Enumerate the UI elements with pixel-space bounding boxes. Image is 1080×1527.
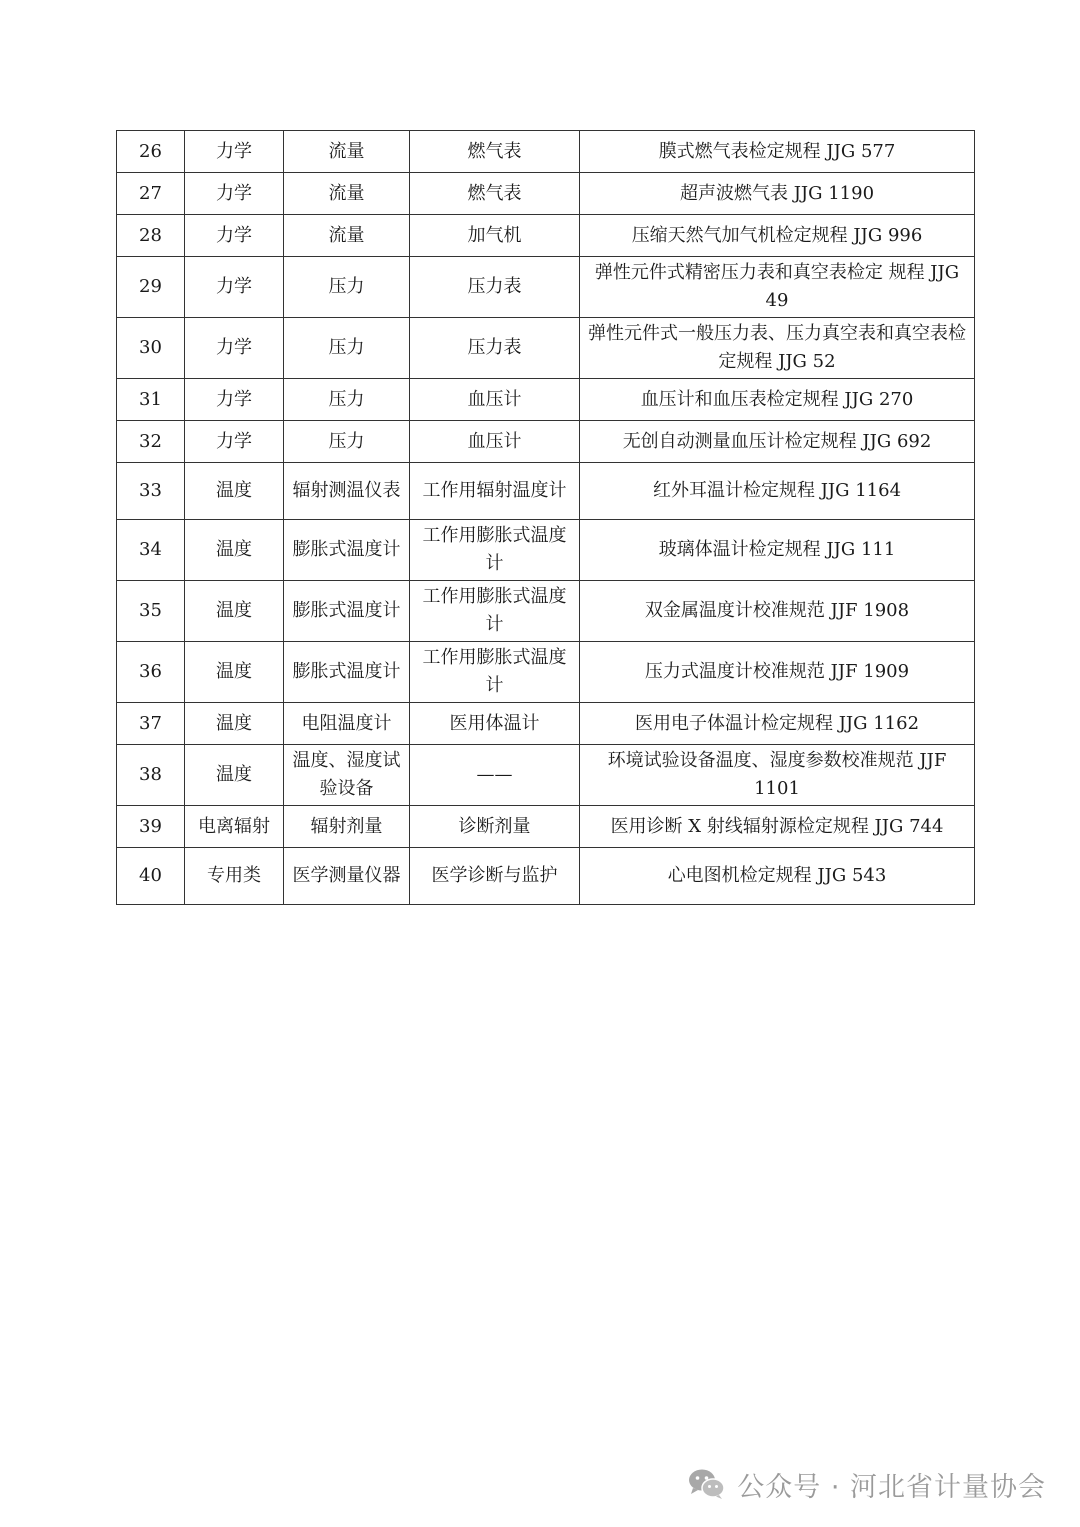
category-cell: 温度	[185, 520, 284, 581]
subcategory-cell: 医学测量仪器	[284, 848, 410, 905]
table-row	[117, 318, 975, 379]
item-cell: 工作用辐射温度计	[410, 463, 580, 520]
standard-cell: 医用电子体温计检定规程 JJG 1162	[580, 703, 975, 745]
row-number: 35	[117, 581, 185, 642]
standard-cell: 红外耳温计检定规程 JJG 1164	[580, 463, 975, 520]
table-row	[117, 463, 975, 520]
category-cell: 力学	[185, 257, 284, 318]
row-number: 37	[117, 703, 185, 745]
item-cell: ——	[410, 745, 580, 806]
standard-cell: 弹性元件式一般压力表、压力真空表和真空表检定规程 JJG 52	[580, 318, 975, 379]
category-cell: 力学	[185, 318, 284, 379]
row-number: 32	[117, 421, 185, 463]
row-number: 33	[117, 463, 185, 520]
table-row	[117, 848, 975, 905]
item-cell: 压力表	[410, 318, 580, 379]
item-cell: 血压计	[410, 421, 580, 463]
subcategory-cell: 压力	[284, 421, 410, 463]
category-cell: 力学	[185, 421, 284, 463]
standard-cell: 无创自动测量血压计检定规程 JJG 692	[580, 421, 975, 463]
table-row	[117, 379, 975, 421]
standard-cell: 医用诊断 X 射线辐射源检定规程 JJG 744	[580, 806, 975, 848]
subcategory-cell: 辐射剂量	[284, 806, 410, 848]
standard-cell: 心电图机检定规程 JJG 543	[580, 848, 975, 905]
row-number: 28	[117, 215, 185, 257]
item-cell: 加气机	[410, 215, 580, 257]
category-cell: 力学	[185, 173, 284, 215]
category-cell: 温度	[185, 463, 284, 520]
category-cell: 电离辐射	[185, 806, 284, 848]
standard-cell: 血压计和血压表检定规程 JJG 270	[580, 379, 975, 421]
table-row	[117, 581, 975, 642]
subcategory-cell: 膨胀式温度计	[284, 520, 410, 581]
table-row	[117, 421, 975, 463]
row-number: 34	[117, 520, 185, 581]
table-row	[117, 131, 975, 173]
row-number: 31	[117, 379, 185, 421]
row-number: 39	[117, 806, 185, 848]
item-cell: 工作用膨胀式温度计	[410, 520, 580, 581]
table-row	[117, 215, 975, 257]
item-cell: 燃气表	[410, 173, 580, 215]
table-row	[117, 745, 975, 806]
category-cell: 温度	[185, 581, 284, 642]
category-cell: 专用类	[185, 848, 284, 905]
watermark	[687, 1460, 1046, 1508]
subcategory-cell: 压力	[284, 379, 410, 421]
item-cell: 压力表	[410, 257, 580, 318]
item-cell: 医学诊断与监护	[410, 848, 580, 905]
row-number: 26	[117, 131, 185, 173]
subcategory-cell: 膨胀式温度计	[284, 642, 410, 703]
row-number: 40	[117, 848, 185, 905]
table-row	[117, 703, 975, 745]
table-row	[117, 257, 975, 318]
subcategory-cell: 流量	[284, 215, 410, 257]
category-cell: 温度	[185, 703, 284, 745]
standard-cell: 弹性元件式精密压力表和真空表检定 规程 JJG 49	[580, 257, 975, 318]
subcategory-cell: 压力	[284, 257, 410, 318]
item-cell: 工作用膨胀式温度计	[410, 642, 580, 703]
table-row	[117, 806, 975, 848]
row-number: 36	[117, 642, 185, 703]
subcategory-cell: 温度、湿度试验设备	[284, 745, 410, 806]
standard-cell: 玻璃体温计检定规程 JJG 111	[580, 520, 975, 581]
item-cell: 燃气表	[410, 131, 580, 173]
row-number: 38	[117, 745, 185, 806]
item-cell: 工作用膨胀式温度计	[410, 581, 580, 642]
category-cell: 力学	[185, 215, 284, 257]
standard-cell: 压力式温度计校准规范 JJF 1909	[580, 642, 975, 703]
standards-table	[116, 130, 975, 905]
category-cell: 温度	[185, 642, 284, 703]
table-row	[117, 642, 975, 703]
standard-cell: 压缩天然气加气机检定规程 JJG 996	[580, 215, 975, 257]
subcategory-cell: 膨胀式温度计	[284, 581, 410, 642]
subcategory-cell: 流量	[284, 173, 410, 215]
table-row	[117, 520, 975, 581]
item-cell: 血压计	[410, 379, 580, 421]
standard-cell: 超声波燃气表 JJG 1190	[580, 173, 975, 215]
standard-cell: 膜式燃气表检定规程 JJG 577	[580, 131, 975, 173]
table-row	[117, 173, 975, 215]
subcategory-cell: 压力	[284, 318, 410, 379]
category-cell: 力学	[185, 131, 284, 173]
category-cell: 温度	[185, 745, 284, 806]
item-cell: 医用体温计	[410, 703, 580, 745]
category-cell: 力学	[185, 379, 284, 421]
watermark-text: 公众号 · 河北省计量协会	[737, 1471, 1046, 1503]
item-cell: 诊断剂量	[410, 806, 580, 848]
standard-cell: 双金属温度计校准规范 JJF 1908	[580, 581, 975, 642]
row-number: 27	[117, 173, 185, 215]
subcategory-cell: 辐射测温仪表	[284, 463, 410, 520]
wechat-icon	[687, 1467, 727, 1501]
subcategory-cell: 电阻温度计	[284, 703, 410, 745]
standard-cell: 环境试验设备温度、湿度参数校准规范 JJF 1101	[580, 745, 975, 806]
row-number: 30	[117, 318, 185, 379]
subcategory-cell: 流量	[284, 131, 410, 173]
row-number: 29	[117, 257, 185, 318]
